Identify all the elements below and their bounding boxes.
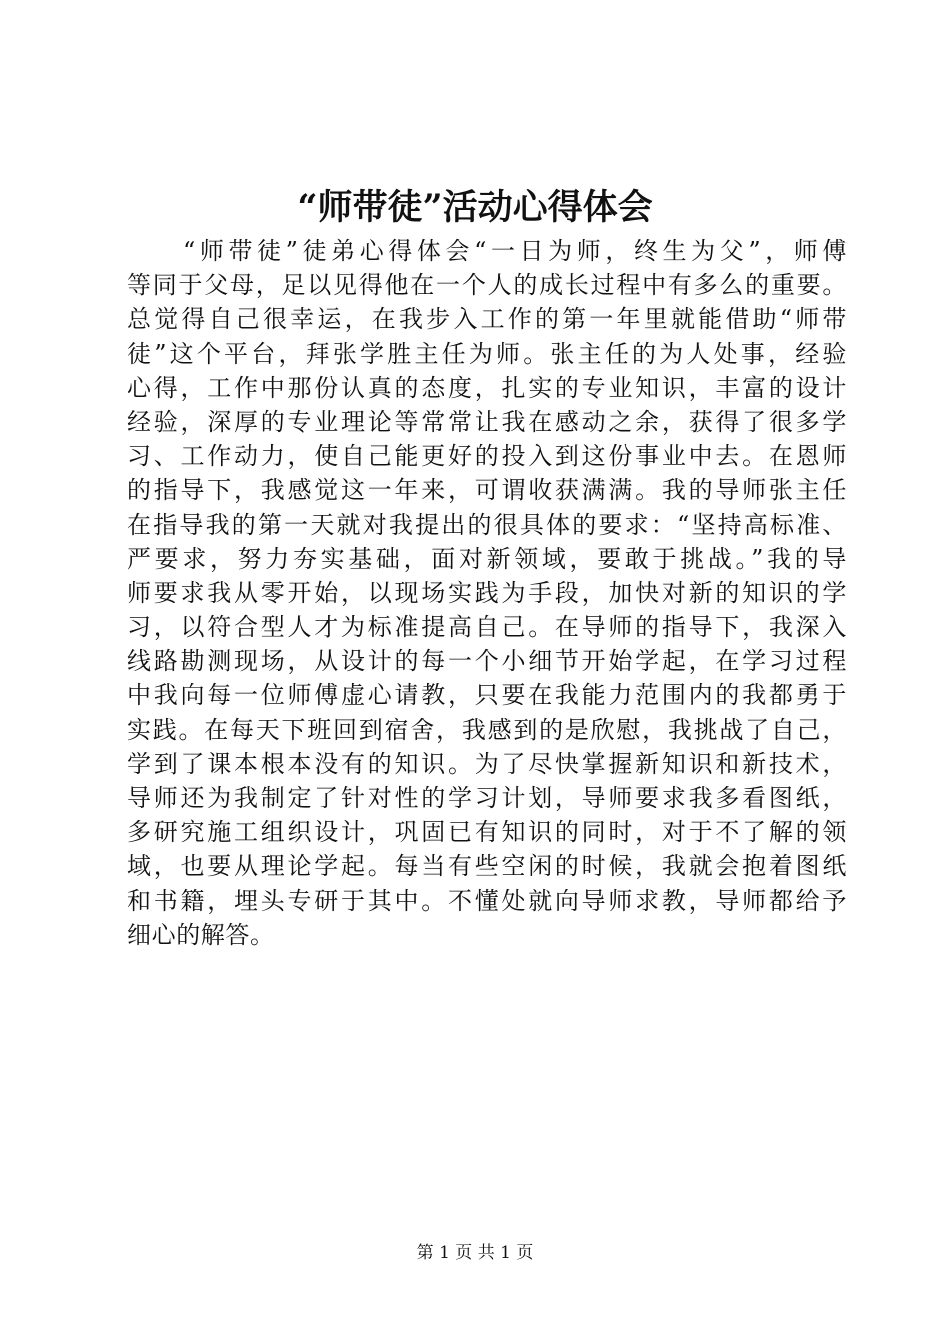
body-line: 域，也要从理论学起。每当有些空闲的时候，我就会抱着图纸 xyxy=(127,852,847,881)
body-line: 徒”这个平台，拜张学胜主任为师。张主任的为人处事，经验 xyxy=(127,339,847,368)
document-title: “师带徒”活动心得体会 xyxy=(297,187,653,228)
body-line: 导师还为我制定了针对性的学习计划，导师要求我多看图纸， xyxy=(127,784,847,812)
body-line: 在指导我的第一天就对我提出的很具体的要求：“坚持高标准、 xyxy=(127,510,847,539)
body-line: 经验，深厚的专业理论等常常让我在感动之余，获得了很多学 xyxy=(127,407,847,436)
body-line: 习、工作动力，使自己能更好的投入到这份事业中去。在恩师 xyxy=(127,442,847,471)
body-line: “师带徒”徒弟心得体会“一日为师，终生为父”，师傅 xyxy=(183,237,847,265)
body-line: 师要求我从零开始，以现场实践为手段，加快对新的知识的学 xyxy=(127,578,847,607)
body-line: 实践。在每天下班回到宿舍，我感到的是欣慰，我挑战了自己， xyxy=(127,715,847,744)
body-line: 中我向每一位师傅虚心请教，只要在我能力范围内的我都勇于 xyxy=(127,681,847,710)
body-line: 学到了课本根本没有的知识。为了尽快掌握新知识和新技术， xyxy=(127,749,847,778)
page-footer: 第 1 页 共 1 页 xyxy=(416,1243,534,1263)
body-line: 和书籍，埋头专研于其中。不懂处就向导师求教，导师都给予 xyxy=(127,886,847,915)
body-line: 等同于父母，足以见得他在一个人的成长过程中有多么的重要。 xyxy=(127,271,847,300)
body-line: 细心的解答。 xyxy=(127,920,275,949)
body-line: 总觉得自己很幸运，在我步入工作的第一年里就能借助“师带 xyxy=(127,305,847,334)
body-text xyxy=(127,234,847,952)
body-line: 心得，工作中那份认真的态度，扎实的专业知识，丰富的设计 xyxy=(127,373,847,402)
body-line: 线路勘测现场，从设计的每一个小细节开始学起，在学习过程 xyxy=(127,647,847,676)
body-line: 的指导下，我感觉这一年来，可谓收获满满。我的导师张主任 xyxy=(127,476,847,505)
body-line: 严要求，努力夯实基础，面对新领域，要敢于挑战。”我的导 xyxy=(127,544,847,573)
body-line: 习，以符合型人才为标准提高自己。在导师的指导下，我深入 xyxy=(127,613,847,642)
body-line: 多研究施工组织设计，巩固已有知识的同时，对于不了解的领 xyxy=(127,818,847,847)
